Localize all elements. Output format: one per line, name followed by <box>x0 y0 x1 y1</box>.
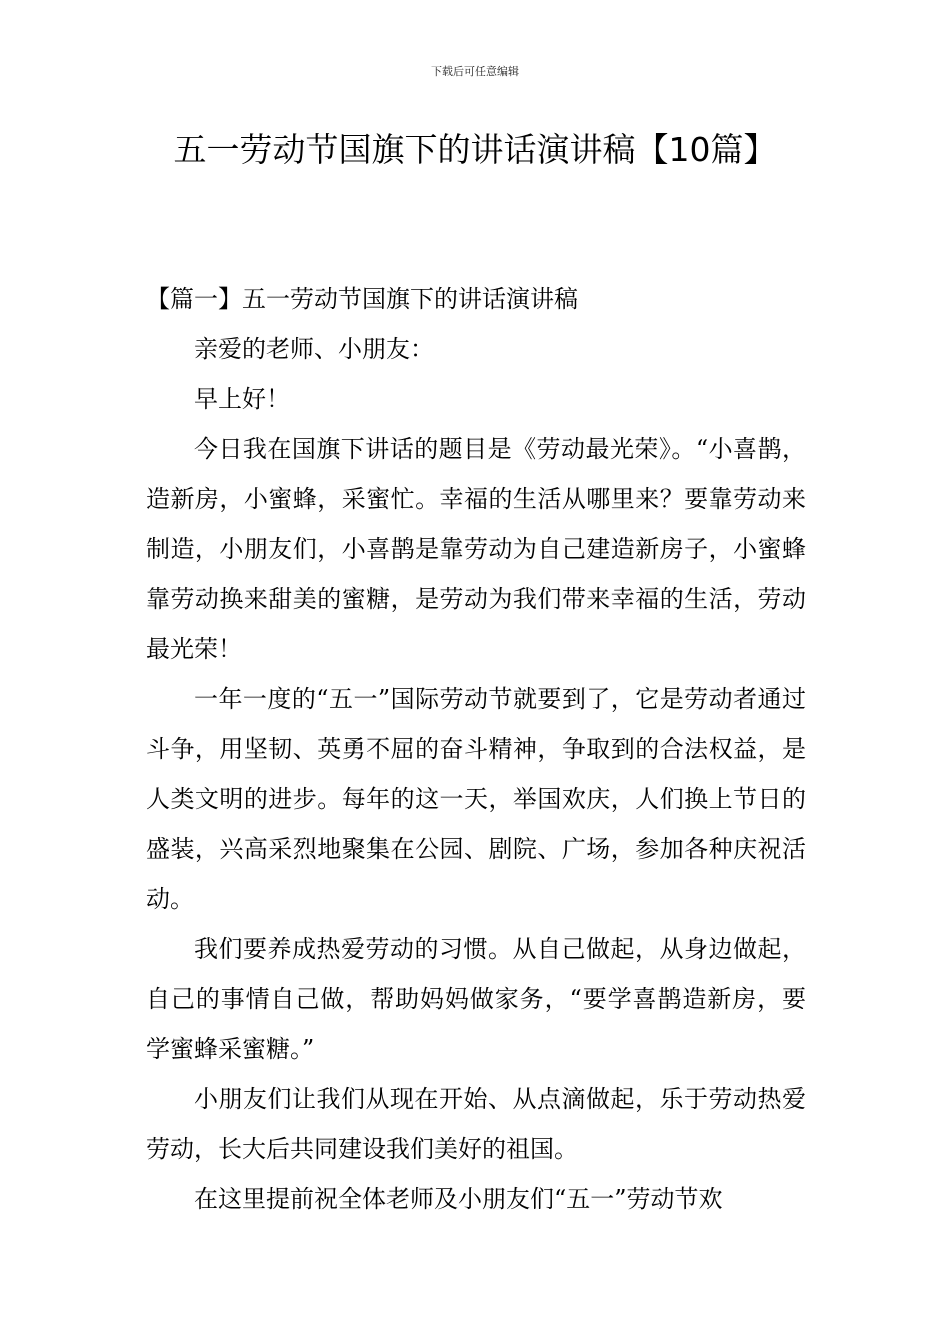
body-paragraph: 一年一度的“五一”国际劳动节就要到了，它是劳动者通过斗争，用坚韧、英勇不屈的奋斗精神，争取到的合法权益，是人类文明的进步。每年的这一天，举国欢庆，人们换上节日的盛装，兴高采烈地聚集在公园、剧院、广场，参加各种庆祝活动。 <box>146 685 806 913</box>
greeting-paragraph: 早上好！ <box>194 385 290 413</box>
body-paragraph: 小朋友们让我们从现在开始、从点滴做起，乐于劳动热爱劳动，长大后共同建设我们美好的祖国。 <box>146 1085 806 1163</box>
body-paragraph: 我们要养成热爱劳动的习惯。从自己做起，从身边做起，自己的事情自己做，帮助妈妈做家务，“要学喜鹊造新房，要学蜜蜂采蜜糖。” <box>146 935 806 1063</box>
document-body <box>146 274 806 1224</box>
section-heading: 【篇一】五一劳动节国旗下的讲话演讲稿 <box>146 285 578 313</box>
body-paragraph: 在这里提前祝全体老师及小朋友们“五一”劳动节欢 <box>194 1185 723 1213</box>
header-note: 下载后可任意编辑 <box>431 65 519 78</box>
document-title: 五一劳动节国旗下的讲话演讲稿【10篇】 <box>173 130 777 169</box>
body-paragraph: 今日我在国旗下讲话的题目是《劳动最光荣》。“小喜鹊，造新房，小蜜蜂，采蜜忙。幸福的生活从哪里来？要靠劳动来制造，小朋友们，小喜鹊是靠劳动为自己建造新房子，小蜜蜂靠劳动换来甜美的蜜糖，是劳动为我们带来幸福的生活，劳动最光荣！ <box>146 435 806 663</box>
salutation-paragraph: 亲爱的老师、小朋友： <box>194 335 434 363</box>
